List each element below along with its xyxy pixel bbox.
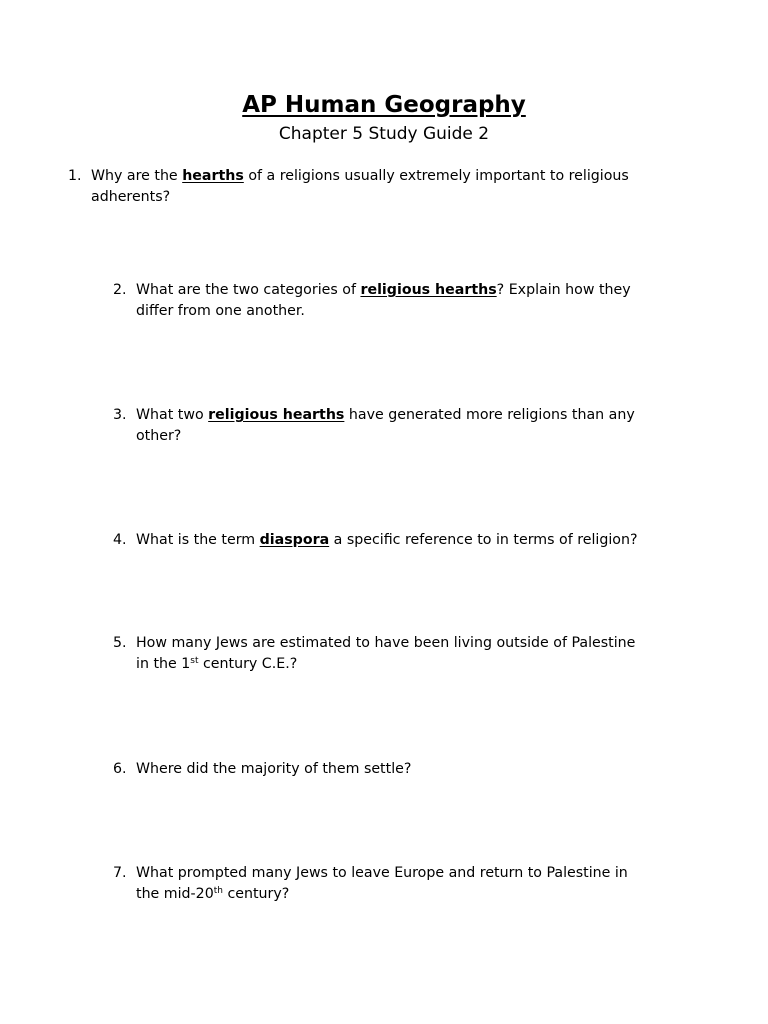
question-number: 7. — [113, 865, 127, 881]
question-text — [68, 166, 688, 208]
question-text — [113, 633, 688, 675]
question-text-part: Where did the majority of them settle? — [136, 761, 412, 777]
question-item — [113, 280, 688, 322]
question-item — [113, 759, 688, 780]
key-term: diaspora — [259, 532, 330, 548]
question-number: 5. — [113, 635, 127, 651]
question-number: 2. — [113, 282, 127, 298]
question-text-part: ? Explain how they — [496, 282, 631, 298]
question-item — [113, 863, 688, 905]
page-title: AP Human Geography — [242, 92, 526, 118]
question-text-part: What prompted many Jews to leave Europe and return to Palestine in — [136, 865, 628, 881]
question-text-part: adherents? — [91, 189, 171, 205]
question-text-part: have generated more religions than any — [344, 407, 635, 423]
question-number: 4. — [113, 532, 127, 548]
question-item — [68, 166, 688, 208]
question-number: 3. — [113, 407, 127, 423]
question-item — [113, 405, 688, 447]
question-text-part: Why are the — [91, 168, 183, 184]
key-term: religious hearths — [208, 407, 345, 423]
question-text-part: century C.E.? — [198, 656, 298, 672]
key-term: hearths — [182, 168, 244, 184]
question-text-part: differ from one another. — [136, 303, 305, 319]
question-item — [113, 530, 688, 551]
question-text — [113, 759, 688, 780]
question-number: 6. — [113, 761, 127, 777]
question-number: 1. — [68, 168, 82, 184]
question-text-part: in the 1 — [136, 656, 191, 672]
question-text-part: a specific reference to in terms of religion? — [329, 532, 638, 548]
question-text-part: other? — [136, 428, 182, 444]
question-text — [113, 863, 688, 905]
question-text-part: What two — [136, 407, 209, 423]
ordinal-superscript: th — [213, 886, 223, 896]
page-subtitle: Chapter 5 Study Guide 2 — [278, 124, 490, 144]
ordinal-superscript: st — [190, 656, 199, 666]
question-text — [113, 280, 688, 322]
question-item — [113, 633, 688, 675]
question-text-part: What is the term — [136, 532, 260, 548]
question-text-part: How many Jews are estimated to have been living outside of Palestine — [136, 635, 636, 651]
question-text-part: century? — [222, 886, 290, 902]
question-text — [113, 530, 688, 551]
key-term: religious hearths — [360, 282, 497, 298]
question-text-part: the mid-20 — [136, 886, 214, 902]
question-text — [113, 405, 688, 447]
question-text-part: What are the two categories of — [136, 282, 361, 298]
question-text-part: of a religions usually extremely important to religious — [243, 168, 629, 184]
